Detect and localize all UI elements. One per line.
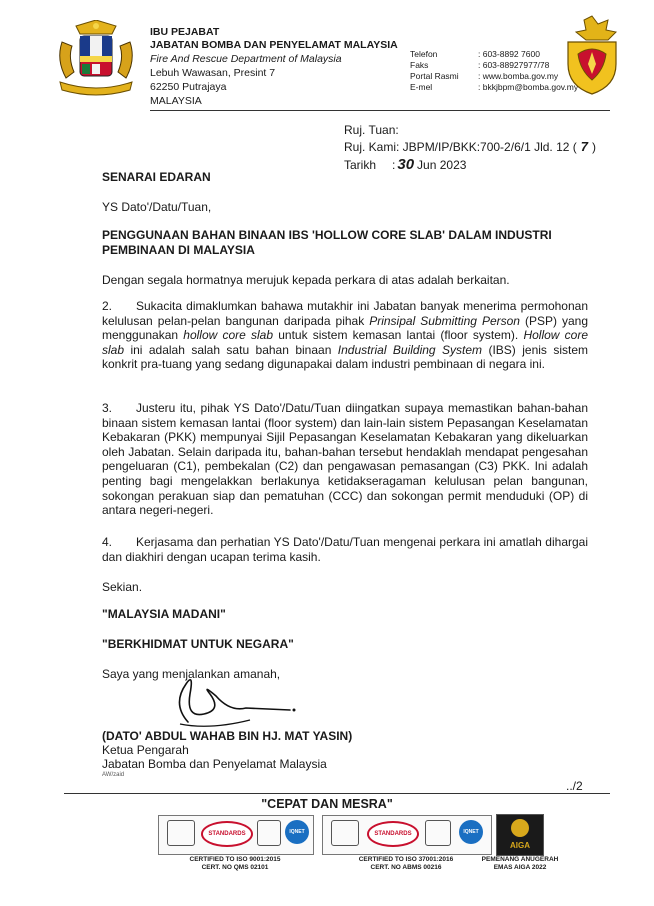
paragraph-text-italic: Industrial Building System xyxy=(337,342,483,357)
address-line: 62250 Putrajaya xyxy=(150,81,227,93)
paragraph-number: 4. xyxy=(102,535,113,549)
ruj-kami-handwritten: 7 xyxy=(580,139,588,154)
slogan-malaysia-madani: "MALAYSIA MADANI" xyxy=(102,607,226,621)
intro-paragraph: Dengan segala hormatnya merujuk kepada perkara di atas adalah berkaitan. xyxy=(102,273,510,287)
cert-caption: PEMENANG ANUGERAH xyxy=(481,856,559,863)
sign-off: Saya yang menjalankan amanah, xyxy=(102,667,281,681)
tarikh-rest: Jun 2023 xyxy=(417,158,467,172)
cert-caption: CERTIFIED TO ISO 9001:2015 xyxy=(189,856,281,863)
subject-line: PENGGUNAAN BAHAN BINAAN IBS 'HOLLOW CORE SLAB' DALAM INDUSTRI xyxy=(102,228,552,242)
contact-value: : 603-88927977/78 xyxy=(478,60,550,70)
contact-value[interactable]: : www.bomba.gov.my xyxy=(478,71,559,81)
slogan-berkhidmat: "BERKHIDMAT UNTUK NEGARA" xyxy=(102,637,294,651)
cert-caption: CERTIFIED TO ISO 37001:2016 xyxy=(358,856,454,863)
cert-badges-iso37001 xyxy=(322,815,492,855)
standards-badge-icon: STANDARDS xyxy=(367,821,419,847)
contact-label: Telefon xyxy=(410,49,438,59)
paragraph-text: (PSP) yang menggunakan xyxy=(102,313,588,343)
department-name-ms: JABATAN BOMBA DAN PENYELAMAT MALAYSIA xyxy=(150,39,398,51)
cert-badge-icon xyxy=(257,820,281,846)
aiga-award-badge xyxy=(496,814,544,856)
signatory-position: Ketua Pengarah xyxy=(102,743,189,757)
cert-badges-iso9001 xyxy=(158,815,314,855)
iqnet-badge-icon: IQNET xyxy=(459,820,483,844)
cert-caption: CERT. NO QMS 02101 xyxy=(201,864,269,871)
signatory-name: (DATO' ABDUL WAHAB BIN HJ. MAT YASIN) xyxy=(102,729,353,743)
paragraph-4 xyxy=(102,535,588,564)
bomba-emblem-icon xyxy=(558,14,626,96)
ruj-kami-text: Ruj. Kami: JBPM/IP/BKK:700-2/6/1 Jld. 12 ( xyxy=(344,140,577,154)
quality-badge-icon xyxy=(167,820,195,846)
cert-caption: CERT. NO ABMS 00216 xyxy=(370,864,442,871)
paragraph-text-italic: hollow core slab xyxy=(183,328,274,343)
paragraph-2 xyxy=(102,299,588,372)
contact-value[interactable]: : bkkjbpm@bomba.gov.my xyxy=(478,82,579,92)
page-marker: ../2 xyxy=(566,779,583,793)
ruj-kami xyxy=(344,140,596,155)
paragraph-text: untuk sistem kemasan lantai (floor system). xyxy=(273,328,524,343)
aiga-label: AIGA xyxy=(510,841,530,850)
footer-motto: "CEPAT DAN MESRA" xyxy=(261,797,393,811)
contact-value: : 603-8892 7600 xyxy=(478,49,540,59)
malaysia-coat-of-arms-icon xyxy=(54,20,138,98)
tarikh-handwritten: 30 xyxy=(397,156,415,173)
cert-badge-icon xyxy=(425,820,451,846)
contact-label: Portal Rasmi xyxy=(410,71,459,81)
tarikh-label: Tarikh xyxy=(344,158,377,172)
paragraph-text: Kerjasama dan perhatian YS Dato'/Datu/Tuan mengenai perkara ini amatlah dihargai dan diakhiri dengan ucapan terima kasih. xyxy=(102,535,588,564)
paragraph-text-italic: Hollow core slab xyxy=(102,328,588,357)
iqnet-badge-icon: IQNET xyxy=(285,820,309,844)
paragraph-text-italic: Prinsipal Submitting Person xyxy=(369,313,520,328)
tarikh-colon: : xyxy=(392,158,396,172)
ruj-tuan: Ruj. Tuan: xyxy=(344,123,399,137)
contact-label: E-mel xyxy=(410,82,433,92)
ruj-kami-close: ) xyxy=(592,140,596,154)
paragraph-text: (IBS) jenis sistem konkrit pra-tuang yang sedang digunapakai dalam industri pembinaan di negara ini. xyxy=(102,342,588,372)
cert-caption: EMAS AIGA 2022 xyxy=(493,864,547,871)
paragraph-number: 2. xyxy=(102,299,113,313)
office-name: IBU PEJABAT xyxy=(150,26,220,38)
paragraph-text: ini adalah salah satu bahan binaan xyxy=(124,342,338,357)
aiga-emblem-icon xyxy=(511,819,529,837)
circular-heading: SENARAI EDARAN xyxy=(102,170,211,184)
signature xyxy=(150,664,300,734)
department-name-en: Fire And Rescue Department of Malaysia xyxy=(150,53,342,65)
subject-line: PEMBINAAN DI MALAYSIA xyxy=(102,243,255,257)
paragraph-text: Sukacita dimaklumkan bahawa mutakhir ini Jabatan banyak menerima permohonan kelulusan pelan-pelan bangunan daripada pihak xyxy=(102,299,588,328)
paragraph-3 xyxy=(102,401,588,518)
anti-bribery-badge-icon xyxy=(331,820,359,846)
contact-label: Faks xyxy=(410,60,429,70)
signatory-organisation: Jabatan Bomba dan Penyelamat Malaysia xyxy=(102,757,327,771)
salutation: YS Dato'/Datu/Tuan, xyxy=(102,200,212,214)
closing: Sekian. xyxy=(102,580,143,594)
typist-initials: AW/zaid xyxy=(102,772,125,778)
address-line: Lebuh Wawasan, Presint 7 xyxy=(150,67,276,79)
tarikh xyxy=(344,158,466,173)
address-line: MALAYSIA xyxy=(150,95,202,107)
standards-badge-icon: STANDARDS xyxy=(201,821,253,847)
paragraph-number: 3. xyxy=(102,401,113,415)
paragraph-text: Justeru itu, pihak YS Dato'/Datu/Tuan diingatkan supaya memastikan bahan-bahan binaan sistem kemasan lantai (floor system) dan lain-lain sistem Pepasangan Keselamatan Kebakaran (PKK) mempunyai Sijil Pepasangan Keselamatan Kebakaran yang dikeluarkan oleh Jabatan. Selain daripada itu, bahan-bahan tersebut hendaklah mendapat pengesahan pengeluaran (C1), pembekalan (C2) dan pengawasan pemasangan (C3) PKK. Ini adalah penting bagi mengelakkan berlakunya ketidakseragaman kelulusan pelan bangunan, sokongan perakuan siap dan pematuhan (CCC) dan sokongan permit menduduki (OP) di antara negeri-negeri. xyxy=(102,401,588,518)
